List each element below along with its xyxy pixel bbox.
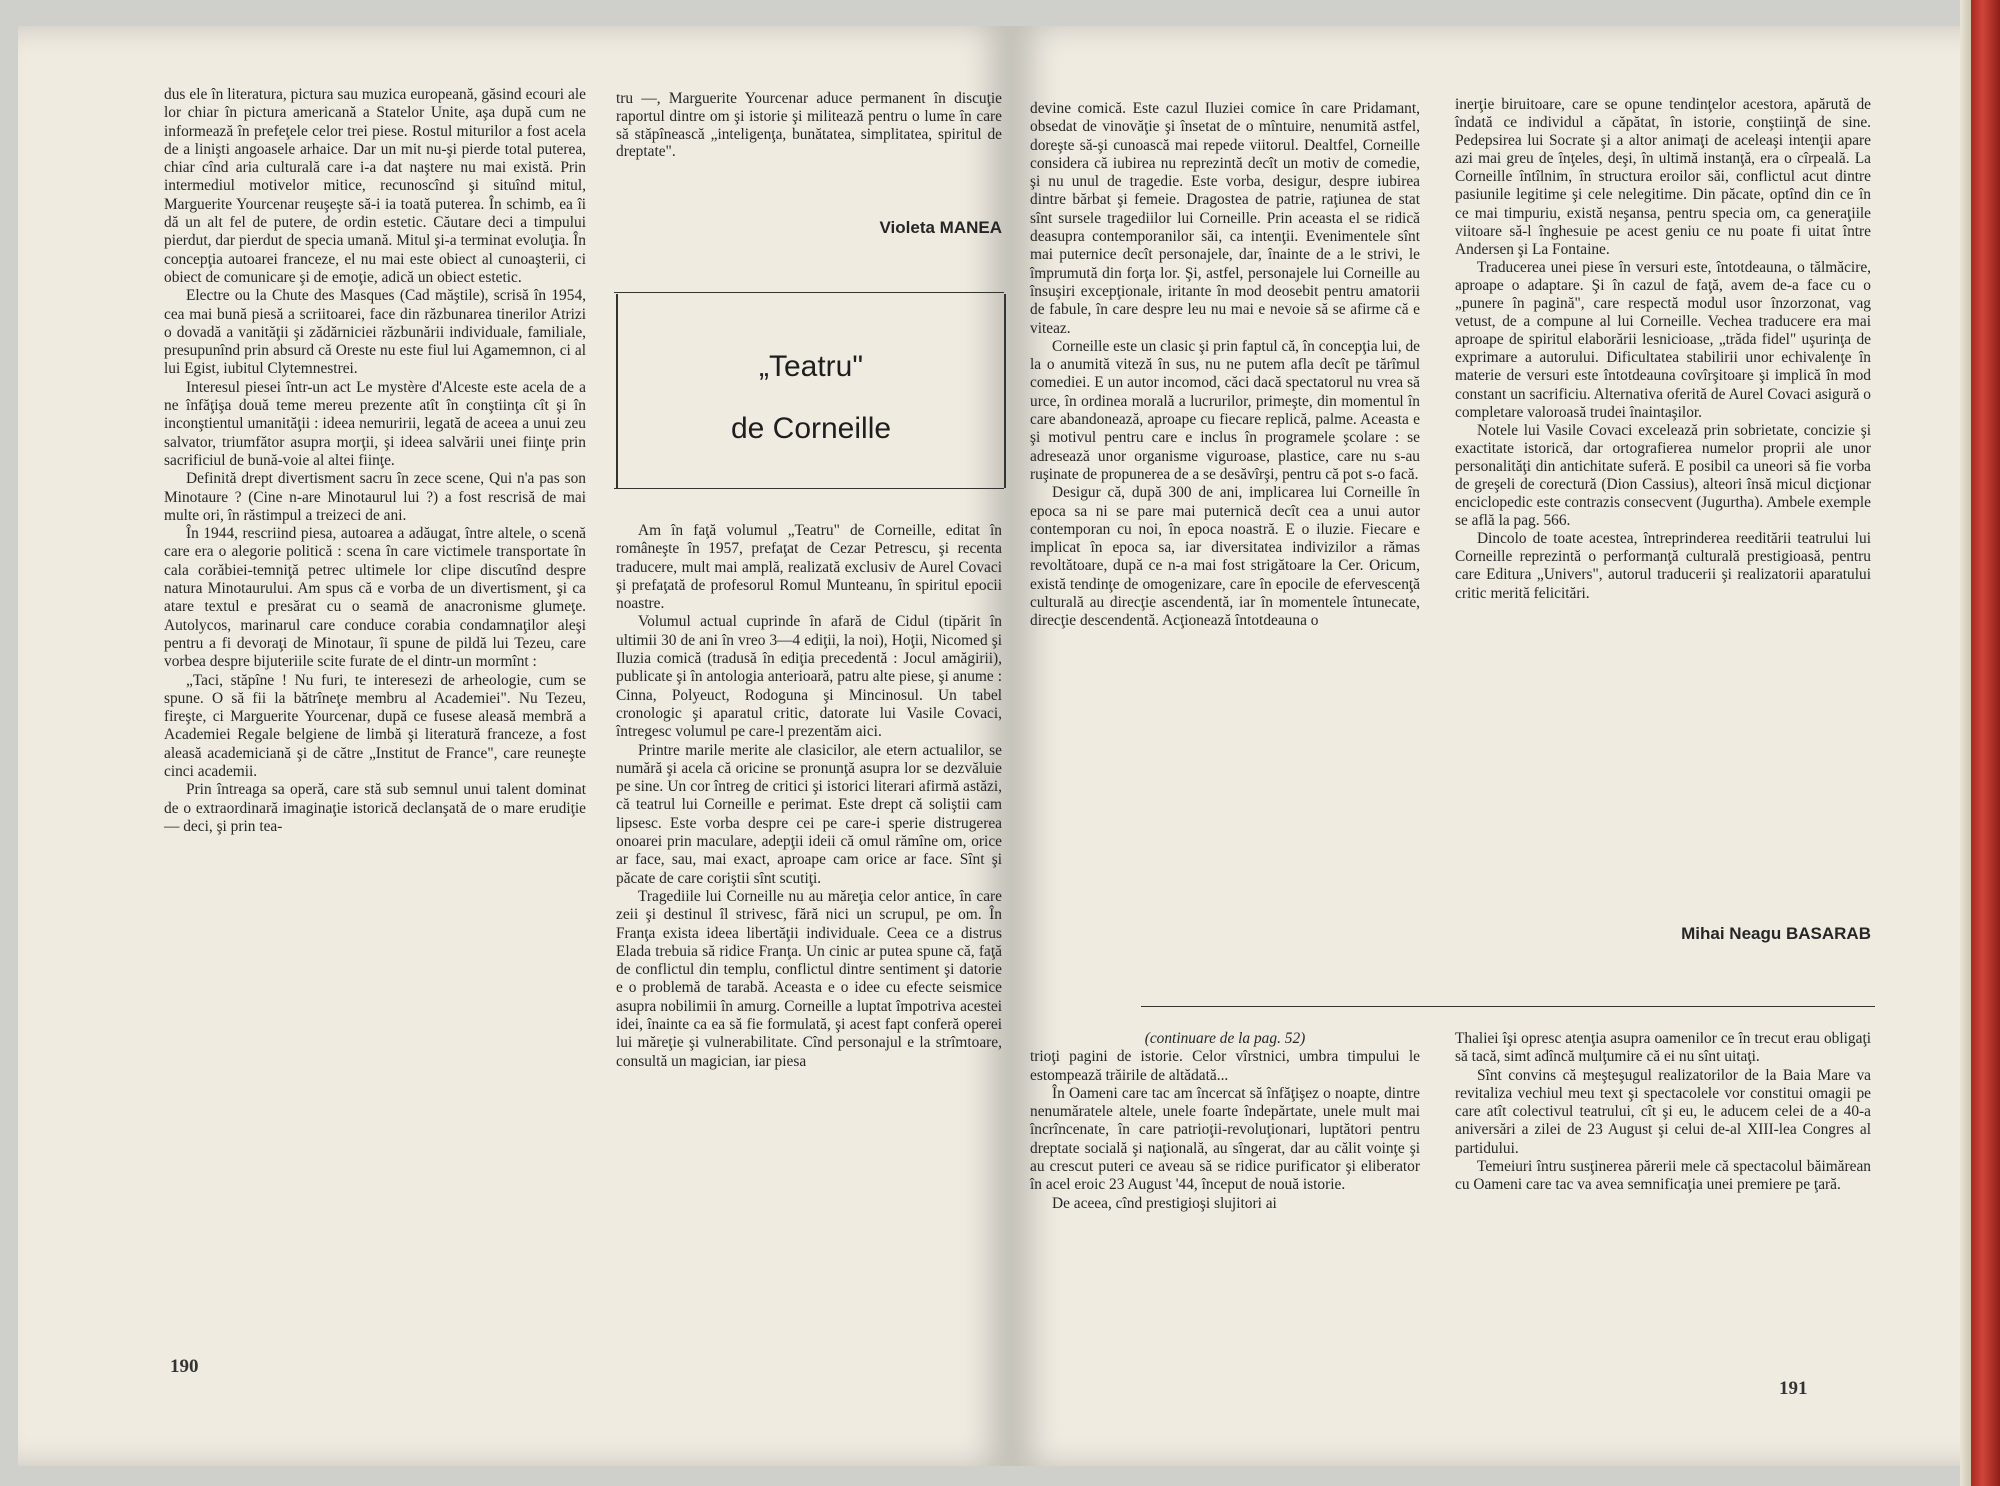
text-column-4: [1455, 96, 1871, 603]
page-number-left: 190: [170, 1356, 199, 1377]
text-column-2-top: [616, 90, 1002, 161]
author-signature-manea: Violeta MANEA: [879, 218, 1002, 237]
paragraph: Electre ou la Chute des Masques (Cad măştile), scrisă în 1954, cea mai bună piesă a scriitoarei, face din răzbunarea tinerilor Atrizi o dovadă a vanităţii şi zădărniciei răzbunării individuale, familiale, presupunînd prin absurd că Oreste nu este fiul lui Agamemnon, ci al lui Egist, iubitul Clytemnestrei.: [164, 287, 586, 378]
paragraph: Am în faţă volumul „Teatru" de Corneille, editat în româneşte în 1957, prefaţat de Cezar Petrescu, şi recenta traducere, mult mai amplă, realizată exclusiv de Aurel Covaci şi prefaţată de profesorul Romul Munteanu, în spiritul epocii noastre.: [616, 522, 1002, 613]
paragraph: Definită drept divertisment sacru în zece scene, Qui n'a pas son Minotaure ? (Cine n-are Minotaurul lui ?) a fost rescrisă de mai multe ori, în răstimpul a treizeci de ani.: [164, 470, 586, 524]
article-title: „Teatru": [758, 350, 864, 383]
book-binding: [1971, 0, 2000, 1486]
text-column-3: [1030, 100, 1420, 631]
paragraph: Temeiuri întru susţinerea părerii mele că spectacolul băimărean cu Oameni care tac va avea semnificaţia unei premiere pe ţară.: [1455, 1158, 1871, 1194]
paragraph: În Oameni care tac am încercat să înfăţişez o noapte, dintre nenumăratele altele, unele foarte îndepărtate, unele mult mai încrîncenate, în care patrioţii-revoluţionari, luptători pentru dreptate socială şi naţională, au sîngerat, dar au călit voinţe şi au crescut puteri ce aveau să se ridice purificator şi eliberator în acel eroic 23 August '44, început de nouă istorie.: [1030, 1084, 1420, 1194]
paragraph: În 1944, rescriind piesa, autoarea a adăugat, între altele, o scenă care era o alegorie politică : scena în care victimele transportate în cala corăbiei-temniţă petrec ultimele lor clipe discutînd despre natura Minotaurului. Am spus că e vorba de un divertisment, şi ca atare textul e presărat cu o seamă de anacronisme glumeţe. Autolycos, marinarul care conduce corabia condamnaţilor aleşi pentru a fi devoraţi de Minotaur, îi spune de pildă lui Tezeu, care vorbea despre bijuteriile scite furate de el dintr-un mormînt :: [164, 525, 586, 671]
author-signature-basarab: Mihai Neagu BASARAB: [1681, 924, 1871, 943]
paragraph: Dincolo de toate acestea, întreprinderea reeditării teatrului lui Corneille reprezintă o performanţă culturală prestigioasă, pentru care Editura „Univers", autorul traducerii şi realizatorii aparatului critic merită felicitări.: [1455, 530, 1871, 602]
article-subtitle: de Corneille: [730, 412, 892, 445]
section-divider: [1141, 1006, 1875, 1007]
paragraph: Volumul actual cuprinde în afară de Cidul (tipărit în ultimii 30 de ani în vreo 3—4 ediţii, la noi), Hoţii, Nicomed şi Iluzia comică (tradusă în ediţia precedentă : Jocul amăgirii), publicate şi în antologia anterioară, patru alte piese, şi anume : Cinna, Polyeuct, Rodoguna şi Mincinosul. Un tabel cronologic şi aparatul critic, datorate lui Vasile Covaci, întregesc volumul pe care-l prezentăm aici.: [616, 613, 1002, 741]
paragraph: inerţie biruitoare, care se opune tendinţelor acestora, apărută de îndată ce individul a căpătat, în istorie, conştiinţă de sine. Pedepsirea lui Socrate şi a altor animaţi de aceleaşi intenţii apare azi mai greu de înţeles, deşi, în ultimă instanţă, era o cîrpeală. La Corneille întîlnim, în structura eroilor săi, conflictul acut dintre pasiunile legitime şi cele nelegitime. Din păcate, optînd din ce în ce mai timpuriu, există neşansa, pentru specia om, ca generaţiile viitoare să-l înghesuie pe acest geniu ce nu poate fi uitat între Andersen şi La Fontaine.: [1455, 96, 1871, 258]
paragraph: trioţi pagini de istorie. Celor vîrstnici, umbra timpului le estompează trăirile de altădată...: [1030, 1048, 1420, 1084]
paragraph: Prin întreaga sa operă, care stă sub semnul unui talent dominat de o extraordinară imaginaţie istorică declanşată de o mare erudiţie — deci, şi prin tea-: [164, 781, 586, 835]
title-rule-top: [614, 292, 1004, 293]
title-rule-bottom: [614, 488, 1004, 489]
title-box: [616, 294, 1006, 488]
page-number-right: 191: [1779, 1378, 1808, 1399]
paragraph: Desigur că, după 300 de ani, implicarea lui Corneille în epoca sa ni se pare mai puternică decît cea a unui autor contemporan cu noi, în epoca noastră. E o iluzie. Fiecare e implicat în epoca sa, iar diversitatea indivizilor a rămas revoltătoare, după ce n-a mai fost strigătoare la Cer. Oricum, există tendinţe de omogenizare, care în epocile de efervescenţă culturală au direcţie ascendentă, iar în momentele întunecate, direcţie descendentă. Acţionează întotdeauna o: [1030, 484, 1420, 630]
text-column-3-bottom: [1030, 1030, 1420, 1213]
left-page: [18, 26, 1011, 1466]
paragraph: De aceea, cînd prestigioşi slujitori ai: [1052, 1194, 1277, 1212]
right-page: [1011, 26, 1971, 1466]
paragraph: Sînt convins că meşteşugul realizatorilor de la Baia Mare va revitaliza vechiul meu text şi spectacolele vor constitui omagii pe care atît colectivul teatrului, cît şi eu, le aducem celei de a 40-a aniversări a zilei de 23 August şi celui de-al XIII-lea Congres al partidului.: [1455, 1066, 1871, 1157]
paragraph: Traducerea unei piese în versuri este, întotdeauna, o tălmăcire, aproape o adaptare. Şi în cazul de faţă, avem de-a face cu o „punere în pagină", care respectă modul usor înzorzonat, vag vetust, de a compune al lui Corneille. Vechea traducere era mai aproape de spiritul elaborării lesnicioase, „trăda fidel" uşurinţa de exprimare a autorului. Dificultatea stabilirii unor echivalenţe în materie de versuri este întotdeauna covîrşitoare şi implică în mod constant un sacrificiu. Alternativa oferită de Aurel Covaci asigură o completare valoroasă trudei înaintaşilor.: [1455, 258, 1871, 421]
paragraph: Tragediile lui Corneille nu au măreţia celor antice, în care zeii şi destinul îl strivesc, fără nici un scrupul, pe om. În Franţa exista ideea libertăţii individuale. Ceea ce a distrus Elada trebuia să ridice Franţa. Un cinic ar putea spune că, faţă de conflictul din templu, conflictul dintre sentiment şi datorie e o problemă de tarabă. Aceasta e o idee cu efecte seismice asupra nobilimii în amurg. Corneille a luptat împotriva acestei idei, înainte ca ea să fie formulată, şi acest fapt conferă operei lui măreţie şi vulnerabilitate. Cînd personajul e la strîmtoare, consultă un magician, iar piesa: [616, 887, 1002, 1070]
paragraph: Notele lui Vasile Covaci excelează prin sobrietate, concizie şi exactitate istorică, dar ortografierea numelor proprii ale unor personalităţi din antichitate suferă. E posibil ca uneori să fie vorba de greşeli de corectură (Dion Cassius), alteori însă micul dicţionar enciclopedic este contrazis consecvent (Jugurtha). Ambele exemple se află la pag. 566.: [1455, 421, 1871, 530]
paragraph: Thaliei îşi opresc atenţia asupra oamenilor ce în trecut erau obligaţi să tacă, simt adîncă mulţumire că ei nu sînt uitaţi.: [1455, 1030, 1871, 1066]
text-column-2-bottom: [616, 522, 1002, 1071]
paragraph: Corneille este un clasic şi prin faptul că, în concepţia lui, de la o anumită viteză în sus, nu ne putem afla decît pe tărîmul comediei. E un autor incomod, căci dacă spectatorul nu vrea să urce, în ordinea morală a lucrurilor, primeşte, din momentul în care abandonează, aproape cu fiecare replică, palme. Aceasta e şi motivul pentru care e inclus în programele şcolare : se adresează unor organisme viguroase, plastice, care nu s-au ruşinate de propunerea de a se desăvîrşi, pentru că pot s-o facă.: [1030, 337, 1420, 483]
paragraph: tru —, Marguerite Yourcenar aduce permanent în discuţie raportul dintre om şi istorie şi militează pentru o lume în care să stăpînească „inteligenţa, bunătatea, simplitatea, spiritul de dreptate".: [616, 90, 1002, 161]
paragraph: devine comică. Este cazul Iluziei comice în care Pridamant, obsedat de vinovăţie şi însetat de o mîntuire, nenumită astfel, doreşte să-şi cunoască mai repede viitorul. Dealtfel, Corneille considera că iubirea nu reprezintă decît un motiv de comedie, şi nu unul de tragedie. Este vorba, desigur, despre iubirea dintre bărbat şi femeie. Dragostea de patrie, raţiunea de stat sînt sursele tragediilor lui Corneille. Prin aceasta el se ridică deasupra contemporanilor săi, ca intenţii. Evenimentele sînt mai puternice decît personajele, dar, înainte de a le strivi, le împrumută din forţa lor. Şi, astfel, personajele lui Corneille au însuşiri excepţionale, iritante în mod deosebit pentru amatorii de fabule, în care despre leu nu mai e nevoie să se afirme că e viteaz.: [1030, 100, 1420, 337]
paragraph: dus ele în literatura, pictura sau muzica europeană, găsind ecouri ale lor chiar în pictura americană a Statelor Unite, aşa după cum ne informează în prefeţele celor trei piese. Rostul miturilor a fost acela de a linişti angoasele arhaice. Dar un mit nu-şi pierde total puterea, chiar cînd aria culturală care i-a dat naştere nu mai există. Prin intermediul motivelor mitice, recunoscînd şi situînd mitul, Marguerite Yourcenar reuşeşte să-i ia toată puterea. În schimb, ea îi dă un alt fel de putere, de ordin estetic. Căutare deci a timpului pierdut, dar pierdut de specia umană. Mitul şi-a terminat evoluţia. În concepţia autoarei franceze, el nu mai este obiect al cunoaşterii, ci obiect de comunicare şi de emoţie, adică un obiect estetic.: [164, 86, 586, 286]
text-column-1: [164, 86, 586, 836]
paragraph: Interesul piesei într-un act Le mystère d'Alceste este acela de a ne înfăţişa două teme mereu prezente atît în conştiinţa cît şi în inconştientul umanităţii : ideea nemuririi, legată de aceea a unui zeu salvator, triumfător asupra morţii, şi ideea salvării unei fiinţe prin sacrificiul de bună-voie al altei fiinţe.: [164, 378, 586, 469]
text-column-4-bottom: [1455, 1030, 1871, 1195]
paragraph: „Taci, stăpîne ! Nu furi, te interesezi de arheologie, cum se spune. O să fii la bătrîneţe membru al Academiei". Nu Tezeu, fireşte, ci Marguerite Yourcenar, după ce fusese aleasă membră a Academiei Regale belgiene de limbă şi literatură franceze, a fost aleasă academiciană şi de către „Institut de France", care reuneşte cinci academii.: [164, 671, 586, 780]
paragraph: Printre marile merite ale clasicilor, ale etern actualilor, se numără şi acela că oricine se pronunţă asupra lor se dezvăluie pe sine. Un cor întreg de critici şi istorici literari afirmă astăzi, că teatrul lui Corneille e perimat. Este drept că soliştii cam lipsesc. Este vorba despre cei pe care-i sperie distrugerea onoarei prin maculare, adepţii ideii că omul rămîne om, orice ar face, sau, mai exact, aproape cam orice ar face. Sînt şi păcate de care coriştii sînt scutiţi.: [616, 741, 1002, 887]
continuation-note: (continuare de la pag. 52): [1144, 1030, 1306, 1047]
